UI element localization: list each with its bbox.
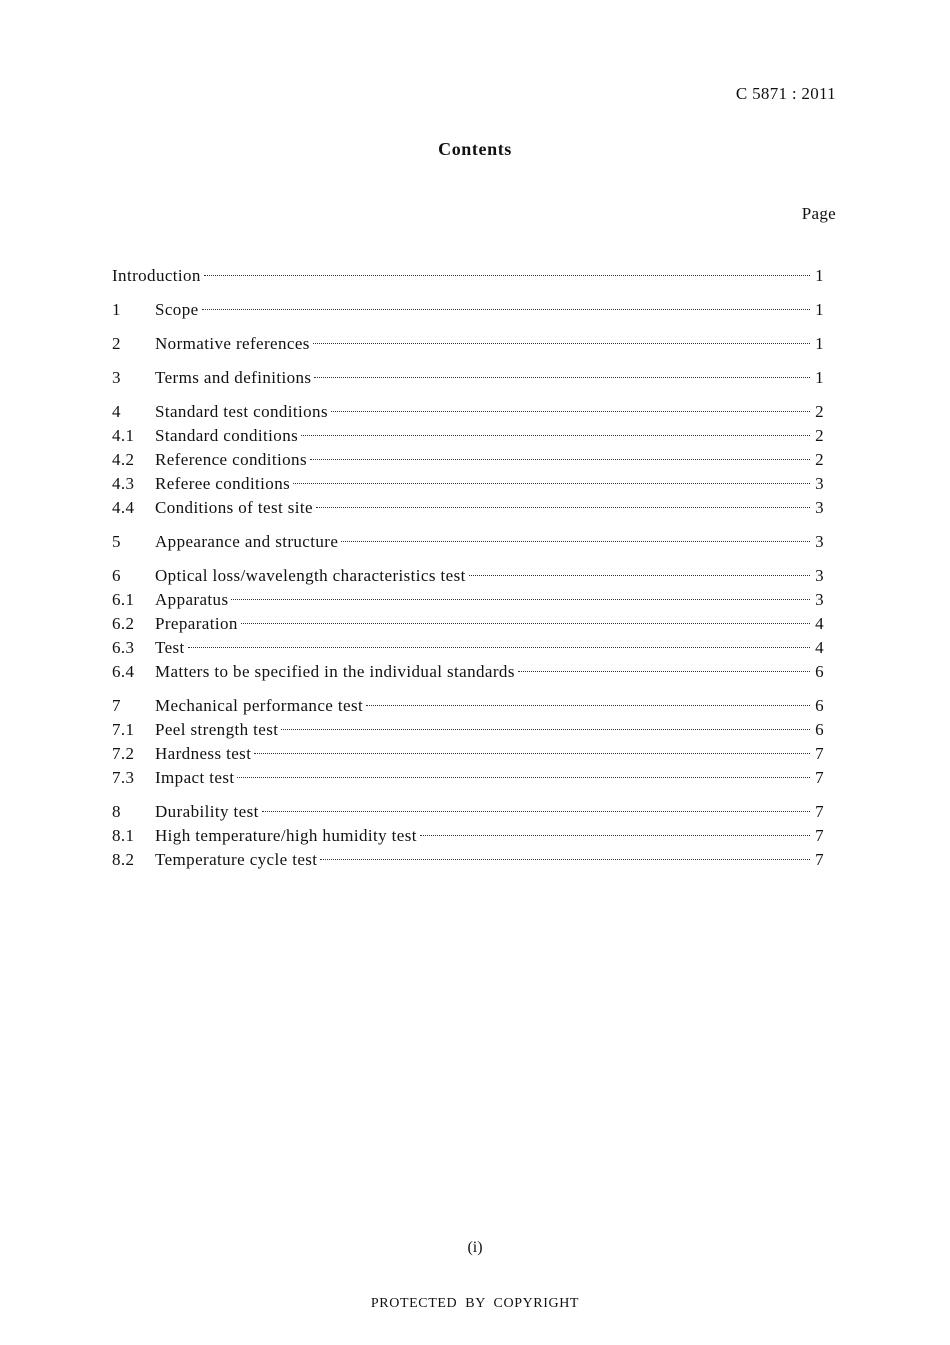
toc-group [112,402,824,522]
toc-entry[interactable] [112,802,824,826]
toc-entry-title: Apparatus [155,590,229,609]
toc-entry-number: 7 [112,696,121,715]
dot-leader [310,459,810,460]
toc-entry-title: Introduction [112,266,201,285]
toc-entry[interactable] [112,850,824,874]
toc-entry-number: 4.2 [112,450,135,469]
toc-entry-page: 7 [815,850,824,869]
toc-entry-number: 6.1 [112,590,135,609]
toc-entry-number: 6.2 [112,614,135,633]
toc-group [112,300,824,324]
toc-entry-title: Peel strength test [155,720,279,739]
toc-entry-number: 5 [112,532,121,551]
toc-entry-title: Scope [155,300,199,319]
toc-entry-number: 4.4 [112,498,135,517]
dot-leader [202,309,810,310]
toc-entry[interactable] [112,590,824,614]
toc-entry-page: 4 [815,638,824,657]
toc-group [112,566,824,686]
dot-leader [293,483,810,484]
toc-entry-number: 4.1 [112,426,135,445]
toc-entry-number: 8.1 [112,826,135,845]
toc-entry-title: Normative references [155,334,310,353]
toc-entry-number: 6 [112,566,121,585]
toc-entry-page: 6 [815,720,824,739]
toc-entry-title: Matters to be specified in the individual standards [155,662,515,681]
toc-entry-page: 3 [815,590,824,609]
dot-leader [469,575,810,576]
toc-entry-title: Hardness test [155,744,252,763]
dot-leader [316,507,810,508]
toc-group [112,334,824,358]
toc-entry[interactable] [112,450,824,474]
toc-entry[interactable] [112,266,824,290]
dot-leader [313,343,810,344]
toc-group [112,368,824,392]
toc-entry-title: Optical loss/wavelength characteristics test [155,566,466,585]
toc-entry-number: 1 [112,300,121,319]
toc-entry-page: 1 [815,300,824,319]
toc-entry[interactable] [112,662,824,686]
toc-entry-title: Standard test conditions [155,402,328,421]
dot-leader [320,859,810,860]
toc-group [112,696,824,792]
toc-entry[interactable] [112,334,824,358]
toc-group [112,802,824,874]
toc-entry-number: 6.3 [112,638,135,657]
dot-leader [314,377,810,378]
toc-entry[interactable] [112,826,824,850]
dot-leader [204,275,810,276]
dot-leader [262,811,810,812]
toc-entry-number: 4 [112,402,121,421]
toc-entry-page: 3 [815,474,824,493]
toc-entry-number: 7.3 [112,768,135,787]
toc-entry-page: 4 [815,614,824,633]
toc-entry-page: 7 [815,768,824,787]
toc-entry-number: 2 [112,334,121,353]
toc-entry-title: Test [155,638,185,657]
toc-entry-page: 2 [815,426,824,445]
toc-entry[interactable] [112,638,824,662]
toc-entry-number: 8 [112,802,121,821]
toc-entry[interactable] [112,614,824,638]
dot-leader [331,411,810,412]
toc-entry[interactable] [112,696,824,720]
toc-entry[interactable] [112,744,824,768]
dot-leader [341,541,810,542]
toc-entry[interactable] [112,426,824,450]
dot-leader [237,777,810,778]
toc-entry-title: Temperature cycle test [155,850,318,869]
toc-entry-number: 8.2 [112,850,135,869]
toc-entry-title: Standard conditions [155,426,299,445]
toc-entry[interactable] [112,720,824,744]
toc-entry-number: 7.1 [112,720,135,739]
toc-entry-title: Terms and definitions [155,368,312,387]
toc-group [112,532,824,556]
toc-entry[interactable] [112,474,824,498]
toc-entry[interactable] [112,532,824,556]
dot-leader [281,729,810,730]
toc-entry-page: 6 [815,662,824,681]
toc-entry-title: High temperature/high humidity test [155,826,417,845]
toc-entry-title: Impact test [155,768,235,787]
table-of-contents [112,266,824,884]
toc-entry-number: 7.2 [112,744,135,763]
toc-entry[interactable] [112,300,824,324]
toc-entry-title: Referee conditions [155,474,291,493]
toc-entry-page: 7 [815,744,824,763]
dot-leader [188,647,810,648]
toc-entry-page: 2 [815,402,824,421]
toc-entry-number: 4.3 [112,474,135,493]
toc-entry-title: Mechanical performance test [155,696,364,715]
dot-leader [241,623,810,624]
toc-entry-page: 7 [815,826,824,845]
toc-entry-title: Durability test [155,802,259,821]
toc-entry-title: Reference conditions [155,450,307,469]
dot-leader [254,753,810,754]
toc-entry-page: 1 [815,334,824,353]
toc-entry-page: 6 [815,696,824,715]
dot-leader [231,599,810,600]
toc-entry-page: 3 [815,532,824,551]
document-code: C 5871 : 2011 [735,84,836,103]
toc-entry-page: 1 [815,368,824,387]
toc-entry-page: 3 [815,566,824,585]
dot-leader [420,835,810,836]
toc-group [112,266,824,290]
toc-entry-page: 7 [815,802,824,821]
footer-page-number: (i) [467,1239,483,1256]
toc-entry-page: 2 [815,450,824,469]
toc-entry[interactable] [112,768,824,792]
copyright-notice: PROTECTED BY COPYRIGHT [370,1296,580,1311]
toc-entry[interactable] [112,566,824,590]
toc-entry-title: Appearance and structure [155,532,339,551]
toc-entry-page: 1 [815,266,824,285]
dot-leader [301,435,810,436]
dot-leader [518,671,810,672]
toc-entry[interactable] [112,402,824,426]
toc-entry[interactable] [112,498,824,522]
toc-entry-title: Preparation [155,614,238,633]
dot-leader [366,705,810,706]
toc-entry-title: Conditions of test site [155,498,313,517]
page-column-heading: Page [801,204,836,223]
toc-entry-number: 6.4 [112,662,135,681]
toc-entry-number: 3 [112,368,121,387]
page-title: Contents [438,139,512,159]
toc-entry[interactable] [112,368,824,392]
toc-entry-page: 3 [815,498,824,517]
